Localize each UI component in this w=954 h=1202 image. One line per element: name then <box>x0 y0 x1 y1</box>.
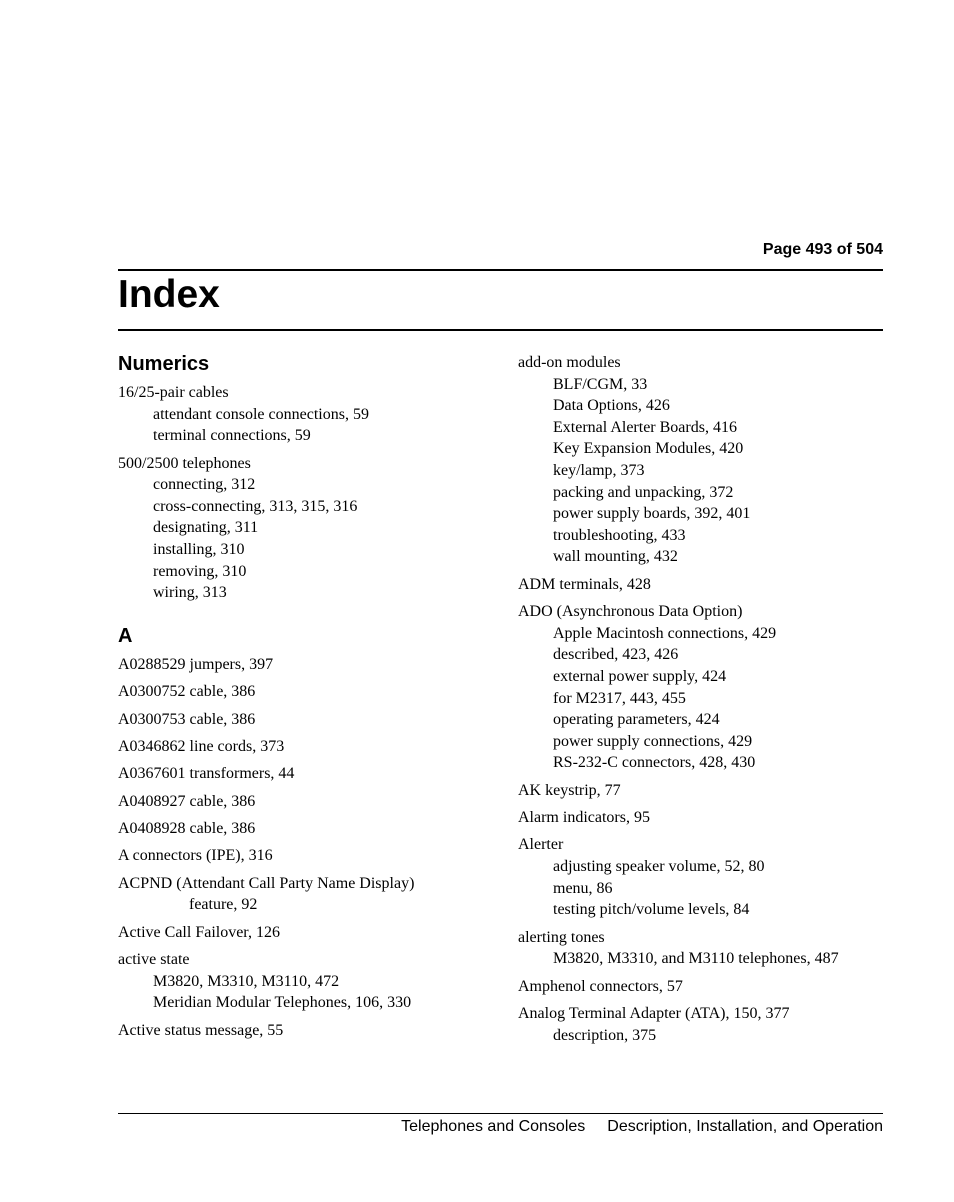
index-entry <box>518 352 888 568</box>
index-term: A0408928 cable, 386 <box>118 820 256 838</box>
index-term: Analog Terminal Adapter (ATA), 150, 377 <box>518 1005 790 1022</box>
index-subentry: terminal connections, 59 <box>153 427 311 445</box>
index-entry <box>118 818 498 840</box>
index-term: ADM terminals, 428 <box>518 575 651 593</box>
index-entry <box>118 763 498 785</box>
index-entry <box>518 927 888 970</box>
index-subentry: troubleshooting, 433 <box>553 526 686 544</box>
index-subentry: key/lamp, 373 <box>553 461 645 479</box>
index-term: Alerter <box>518 836 564 854</box>
index-entry <box>118 453 498 604</box>
index-subentry: Key Expansion Modules, 420 <box>553 440 744 458</box>
title-rule <box>118 329 883 331</box>
index-entry <box>118 654 498 676</box>
index-subentry: M3820, M3310, and M3110 telephones, 487 <box>553 950 839 968</box>
section-heading-a: A <box>118 624 133 647</box>
index-subentry: wiring, 313 <box>153 584 227 602</box>
footer <box>401 1118 883 1136</box>
index-subentry: Meridian Modular Telephones, 106, 330 <box>153 994 412 1012</box>
index-entry <box>518 780 888 802</box>
index-term: A connectors (IPE), 316 <box>118 847 273 865</box>
index-term: 500/2500 telephones <box>118 454 251 472</box>
index-term: A0346862 line cords, 373 <box>118 737 285 755</box>
index-entry <box>118 1020 498 1042</box>
index-entry <box>118 382 498 447</box>
index-subentry: RS-232-C connectors, 428, 430 <box>553 754 756 772</box>
index-term: Active Call Failover, 126 <box>118 923 280 941</box>
index-subentry: External Alerter Boards, 416 <box>553 418 737 436</box>
index-entry <box>118 736 498 758</box>
index-term: ACPND (Attendant Call Party Name Display) <box>118 874 415 892</box>
index-subentry: wall mounting, 432 <box>553 548 678 566</box>
index-subentry: adjusting speaker volume, 52, 80 <box>553 858 765 876</box>
index-subentry: Apple Macintosh connections, 429 <box>553 624 777 642</box>
index-subentry: description, 375 <box>553 1026 657 1044</box>
a-entries <box>118 654 498 1042</box>
section-heading-numerics: Numerics <box>118 353 210 375</box>
index-entry <box>518 1003 888 1046</box>
index-subentry: operating parameters, 424 <box>553 711 720 729</box>
index-term: alerting tones <box>518 928 605 946</box>
index-term: A0408927 cable, 386 <box>118 792 256 810</box>
index-subentry: described, 423, 426 <box>553 646 679 664</box>
index-term: A0300752 cable, 386 <box>118 683 256 701</box>
index-term: 16/25-pair cables <box>118 384 229 401</box>
index-entry <box>118 922 498 944</box>
page-number: Page 493 of 504 <box>762 241 883 258</box>
index-entry <box>118 873 498 916</box>
index-subentry: external power supply, 424 <box>553 667 727 685</box>
top-rule <box>118 269 883 271</box>
index-subentry: connecting, 312 <box>153 476 256 494</box>
index-subentry: power supply connections, 429 <box>553 732 753 750</box>
index-subentry: designating, 311 <box>153 519 259 537</box>
index-subentry: for M2317, 443, 455 <box>553 689 686 707</box>
index-entry <box>118 709 498 731</box>
index-entry <box>518 834 888 920</box>
numerics-entries <box>118 382 498 604</box>
index-subentry: BLF/CGM, 33 <box>553 375 648 393</box>
index-term: A0367601 transformers, 44 <box>118 765 295 783</box>
index-subentry: power supply boards, 392, 401 <box>553 505 751 523</box>
index-subentry: cross-connecting, 313, 315, 316 <box>153 497 358 515</box>
index-term: Active status message, 55 <box>118 1021 284 1039</box>
index-subentry: installing, 310 <box>153 540 245 558</box>
index-term: AK keystrip, 77 <box>518 781 621 799</box>
index-entry <box>118 845 498 867</box>
index-entry <box>518 601 888 774</box>
index-term: Alarm indicators, 95 <box>518 809 650 827</box>
index-subentry: attendant console connections, 59 <box>153 405 369 423</box>
index-subentry: Data Options, 426 <box>553 397 670 415</box>
index-term: A0288529 jumpers, 397 <box>118 655 274 673</box>
index-term: ADO (Asynchronous Data Option) <box>518 603 743 621</box>
index-entry <box>518 976 888 998</box>
footer-doc-title: Telephones and Consoles <box>401 1118 586 1135</box>
index-entry <box>518 807 888 829</box>
index-subentry: removing, 310 <box>153 562 247 580</box>
index-subentry: testing pitch/volume levels, 84 <box>553 901 750 919</box>
index-column-right <box>518 352 888 1052</box>
index-term: active state <box>118 951 190 969</box>
index-term: A0300753 cable, 386 <box>118 710 256 728</box>
index-term-continuation: feature, 92 <box>189 896 258 914</box>
index-term: Amphenol connectors, 57 <box>518 977 683 995</box>
index-subentry: packing and unpacking, 372 <box>553 483 734 501</box>
index-subentry: M3820, M3310, M3110, 472 <box>153 972 340 990</box>
footer-doc-subtitle: Description, Installation, and Operation <box>607 1118 883 1135</box>
index-entry <box>118 949 498 1014</box>
index-entry <box>118 791 498 813</box>
index-subentry: menu, 86 <box>553 879 613 897</box>
index-entry <box>518 574 888 596</box>
footer-rule <box>118 1113 883 1114</box>
index-entry <box>118 681 498 703</box>
right-entries <box>518 352 888 1046</box>
page-title: Index <box>118 273 220 316</box>
index-column-left <box>118 352 498 1047</box>
index-term: add-on modules <box>518 354 621 371</box>
